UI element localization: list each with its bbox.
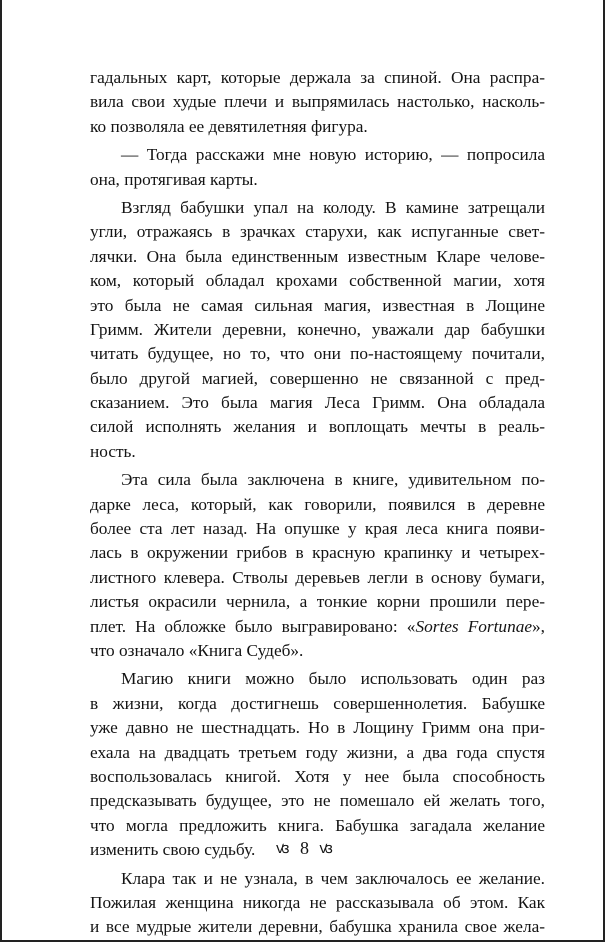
text-line: сказанием. Это была магия Леса Гримм. Она обладала (90, 393, 545, 413)
text-line: угли, отражаясь в зрачках старухи, как испуганные свет- (90, 222, 545, 242)
text-line: гадальных карт, которые держала за спиной. Она распра- (90, 68, 545, 87)
text-line: что могла предложить книга. Бабушка загадала желание (90, 815, 545, 835)
text-line: Гримм. Жители деревни, конечно, уважали дар бабушки (90, 319, 545, 339)
text-line: уже давно не шестнадцать. Но в Лощину Гримм она при- (90, 718, 545, 738)
text-line: дарке леса, который, как говорили, появился в деревне (90, 494, 545, 514)
text-line: предсказывать будущее, это не помешало ей желать того, (90, 791, 545, 811)
text-line: силой исполнять желания и воплощать мечты в реаль- (90, 417, 545, 437)
text-line: читать будущее, но то, что они по-настоящему почитали, (90, 344, 545, 364)
text-fragment: плет. На обложке было выгравировано: « (90, 616, 416, 636)
text-line: Магию книги можно было использовать один раз (121, 669, 545, 689)
book-title-latin: Sortes Fortunae (415, 616, 533, 636)
text-line: в жизни, когда достигнешь совершеннолетия. Бабушке (90, 693, 545, 713)
text-line: — Тогда расскажи мне новую историю, — попросила (121, 145, 545, 165)
text-line: она, протягивая карты. (90, 169, 258, 189)
text-line: что означало «Книга Судеб». (90, 640, 304, 660)
text-line: было другой магией, совершенно не связанной с пред- (90, 368, 545, 388)
text-line: и все мудрые жители деревни, бабушка хранила свое жела- (90, 917, 545, 937)
text-line: Эта сила была заключена в книге, удивительном по- (121, 470, 545, 490)
body-text (90, 66, 545, 940)
text-line: лась в окружении грибов в красную крапинку и четырех- (90, 543, 545, 563)
text-line: воспользовалась книгой. Хотя у нее была способность (90, 766, 545, 786)
text-line: вила свои худые плечи и выпрямилась настолько, насколь- (90, 92, 545, 112)
text-line: ком, который обладал крохами собственной магии, хотя (90, 271, 545, 291)
page-number: 8 (300, 838, 309, 858)
text-line-with-title (90, 615, 545, 639)
text-fragment: », (532, 616, 545, 636)
page-footer (2, 838, 605, 859)
text-line: ность. (90, 441, 136, 461)
text-line: лячки. Она была единственным известным Кларе челове- (90, 246, 545, 266)
text-line: Взгляд бабушки упал на колоду. В камине затрещали (121, 197, 545, 217)
text-line: ко позволяла ее девятилетняя фигура. (90, 116, 368, 136)
text-line: листья окрасили чернила, а тонкие корни прошили пере- (90, 592, 545, 612)
ornament-right-icon: ꟃ (319, 841, 333, 857)
text-line: ехала на двадцать третьем году жизни, а два года спустя (90, 742, 545, 762)
text-line: Клара так и не узнала, в чем заключалось ее желание. (121, 868, 545, 888)
text-line: листного клевера. Стволы деревьев легли в основу бумаги, (90, 567, 545, 587)
text-line: более ста лет назад. На опушке у края леса книга появи- (90, 519, 545, 539)
text-line: Пожилая женщина никогда не рассказывала об этом. Как (90, 892, 545, 912)
ornament-left-icon: ꟃ (276, 841, 290, 857)
text-line: изменить свою судьбу. (90, 840, 256, 860)
text-line: это была не самая сильная магия, известная в Лощине (90, 295, 545, 315)
